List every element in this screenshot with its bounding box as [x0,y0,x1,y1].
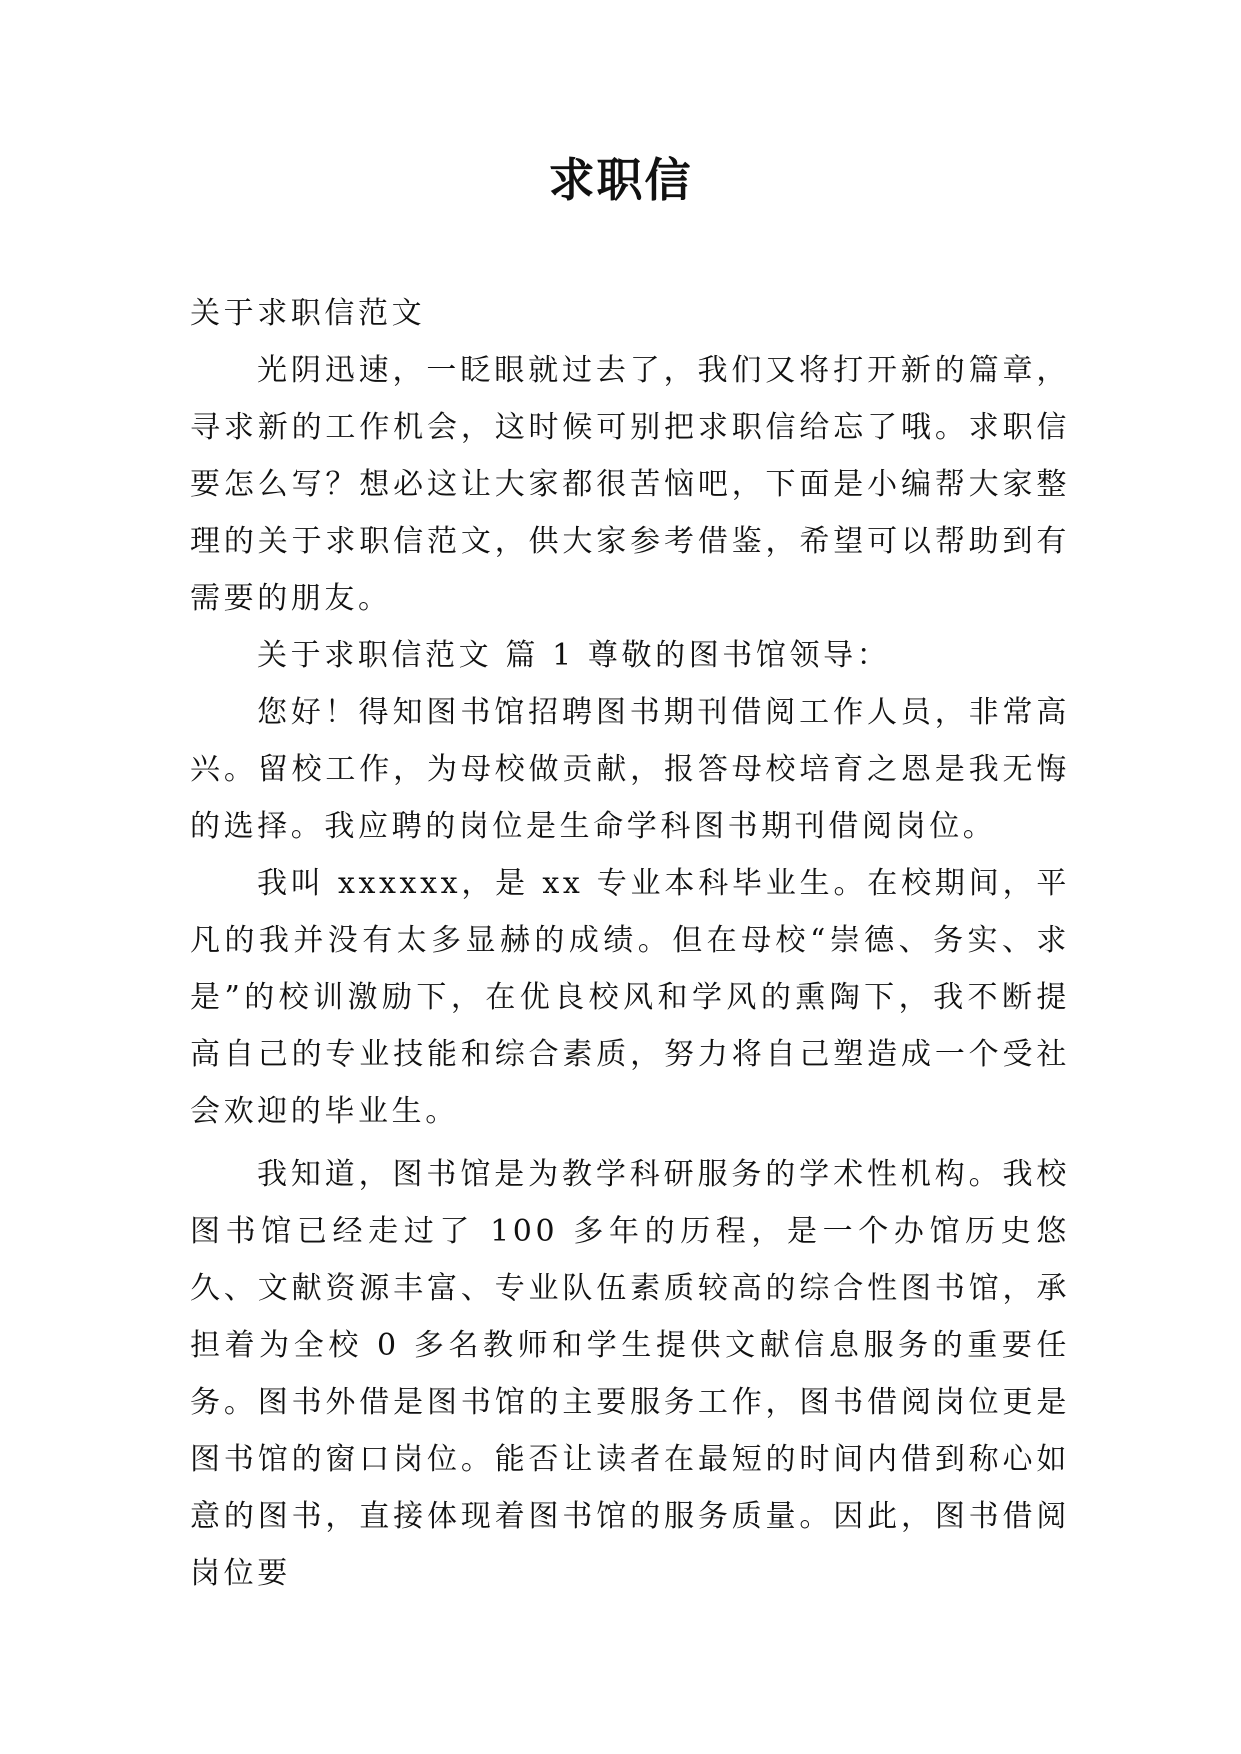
paragraph-self-intro: 我叫 xxxxxx，是 xx 专业本科毕业生。在校期间，平凡的我并没有太多显赫的成绩。但在母校“崇德、务实、求是”的校训激励下，在优良校风和学风的熏陶下，我不断提高自己的专业技能和综合素质，努力将自己塑造成一个受社会欢迎的毕业生。 [190,866,1070,1129]
document-body [190,285,1070,1602]
paragraph-salutation: 关于求职信范文 篇 1 尊敬的图书馆领导： [257,638,891,673]
paragraph-greeting: 您好！得知图书馆招聘图书期刊借阅工作人员，非常高兴。留校工作，为母校做贡献，报答母校培育之恩是我无悔的选择。我应聘的岗位是生命学科图书期刊借阅岗位。 [190,695,1070,844]
document-heading: 关于求职信范文 [190,296,426,331]
paragraph-intro: 光阴迅速，一眨眼就过去了，我们又将打开新的篇章，寻求新的工作机会，这时候可别把求职信给忘了哦。求职信要怎么写？想必这让大家都很苦恼吧，下面是小编帮大家整理的关于求职信范文，供大家参考借鉴，希望可以帮助到有需要的朋友。 [190,353,1070,616]
paragraph-library: 我知道，图书馆是为教学科研服务的学术性机构。我校图书馆已经走过了 100 多年的历程，是一个办馆历史悠久、文献资源丰富、专业队伍素质较高的综合性图书馆，承担着为全校 0 多名教师和学生提供文献信息服务的重要任务。图书外借是图书馆的主要服务工作，图书借阅岗位更是图书馆的窗口岗位。能否让读者在最短的时间内借到称心如意的图书，直接体现着图书馆的服务质量。因此，图书借阅岗位要 [190,1157,1070,1591]
document-title: 求职信 [548,153,693,207]
